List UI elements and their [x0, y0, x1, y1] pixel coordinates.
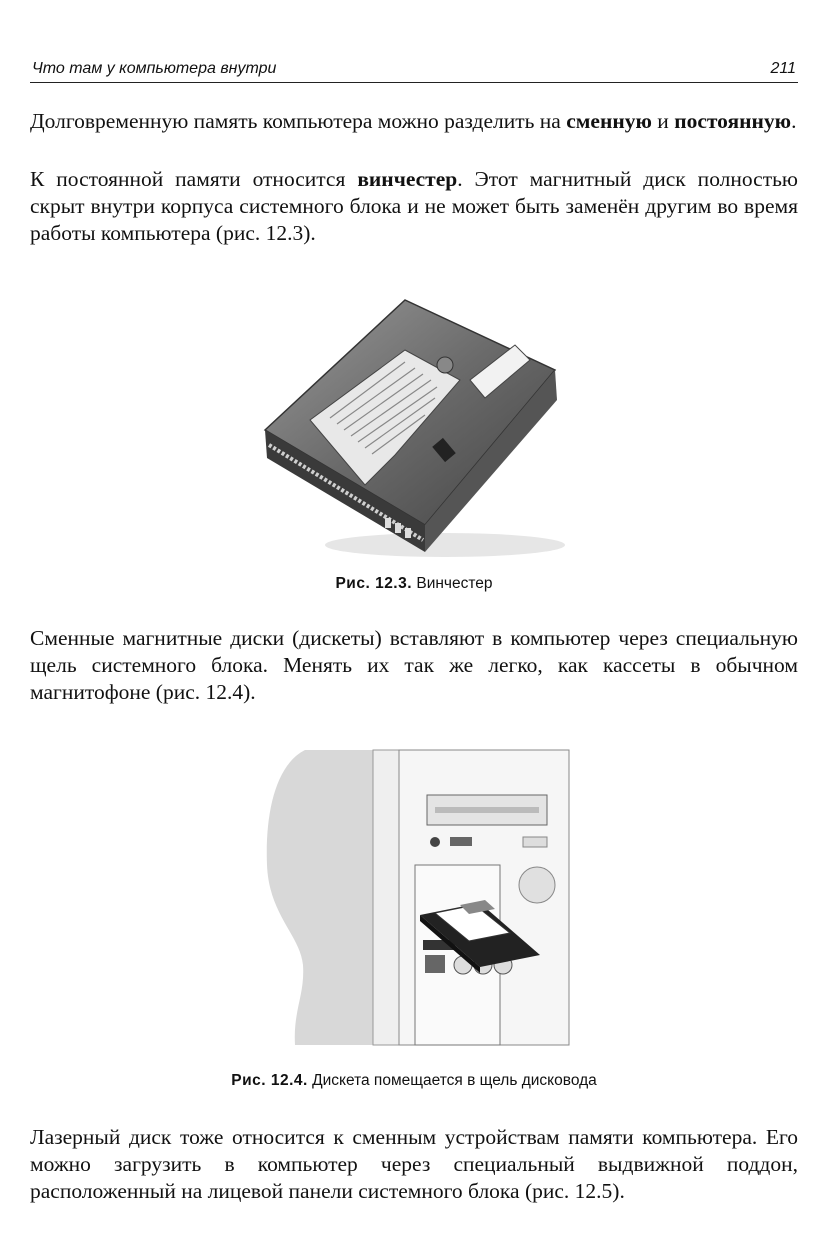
paragraph-memory-types: Долговременную память компьютера можно разделить на сменную и постоянную.	[30, 109, 797, 133]
figure-caption-12-4: Рис. 12.4. Дискета помещается в щель дисковода	[231, 1072, 597, 1089]
term-hard-drive: винчестер	[357, 167, 458, 191]
page-number: 211	[770, 60, 796, 77]
paragraph-laser-disc: Лазерный диск тоже относится к сменным устройствам памяти компьютера. Его можно загрузить в компьютер через специальный выдвижной поддон, расположенный на лицевой панели системного блока (рис. 12.5).	[30, 1125, 798, 1203]
header-title: Что там у компьютера внутри	[32, 60, 277, 77]
floppy-drive-illustration	[255, 745, 575, 1055]
running-header	[30, 58, 798, 83]
hard-drive-illustration	[255, 290, 585, 565]
paragraph-floppy: Сменные магнитные диски (дискеты) вставляют в компьютер через специальную щель системного блока. Менять их так же легко, как кассеты в обычном магнитофоне (рис. 12.4).	[30, 626, 798, 704]
figure-caption-12-3: Рис. 12.3. Винчестер	[335, 575, 493, 592]
term-permanent: постоянную	[674, 109, 792, 133]
term-removable: сменную	[566, 109, 652, 133]
paragraph-hard-drive: К постоянной памяти относится винчестер. Этот магнитный диск полностью скрыт внутри корпуса системного блока и не может быть заменён другим во время работы компьютера (рис. 12.3).	[30, 167, 798, 245]
